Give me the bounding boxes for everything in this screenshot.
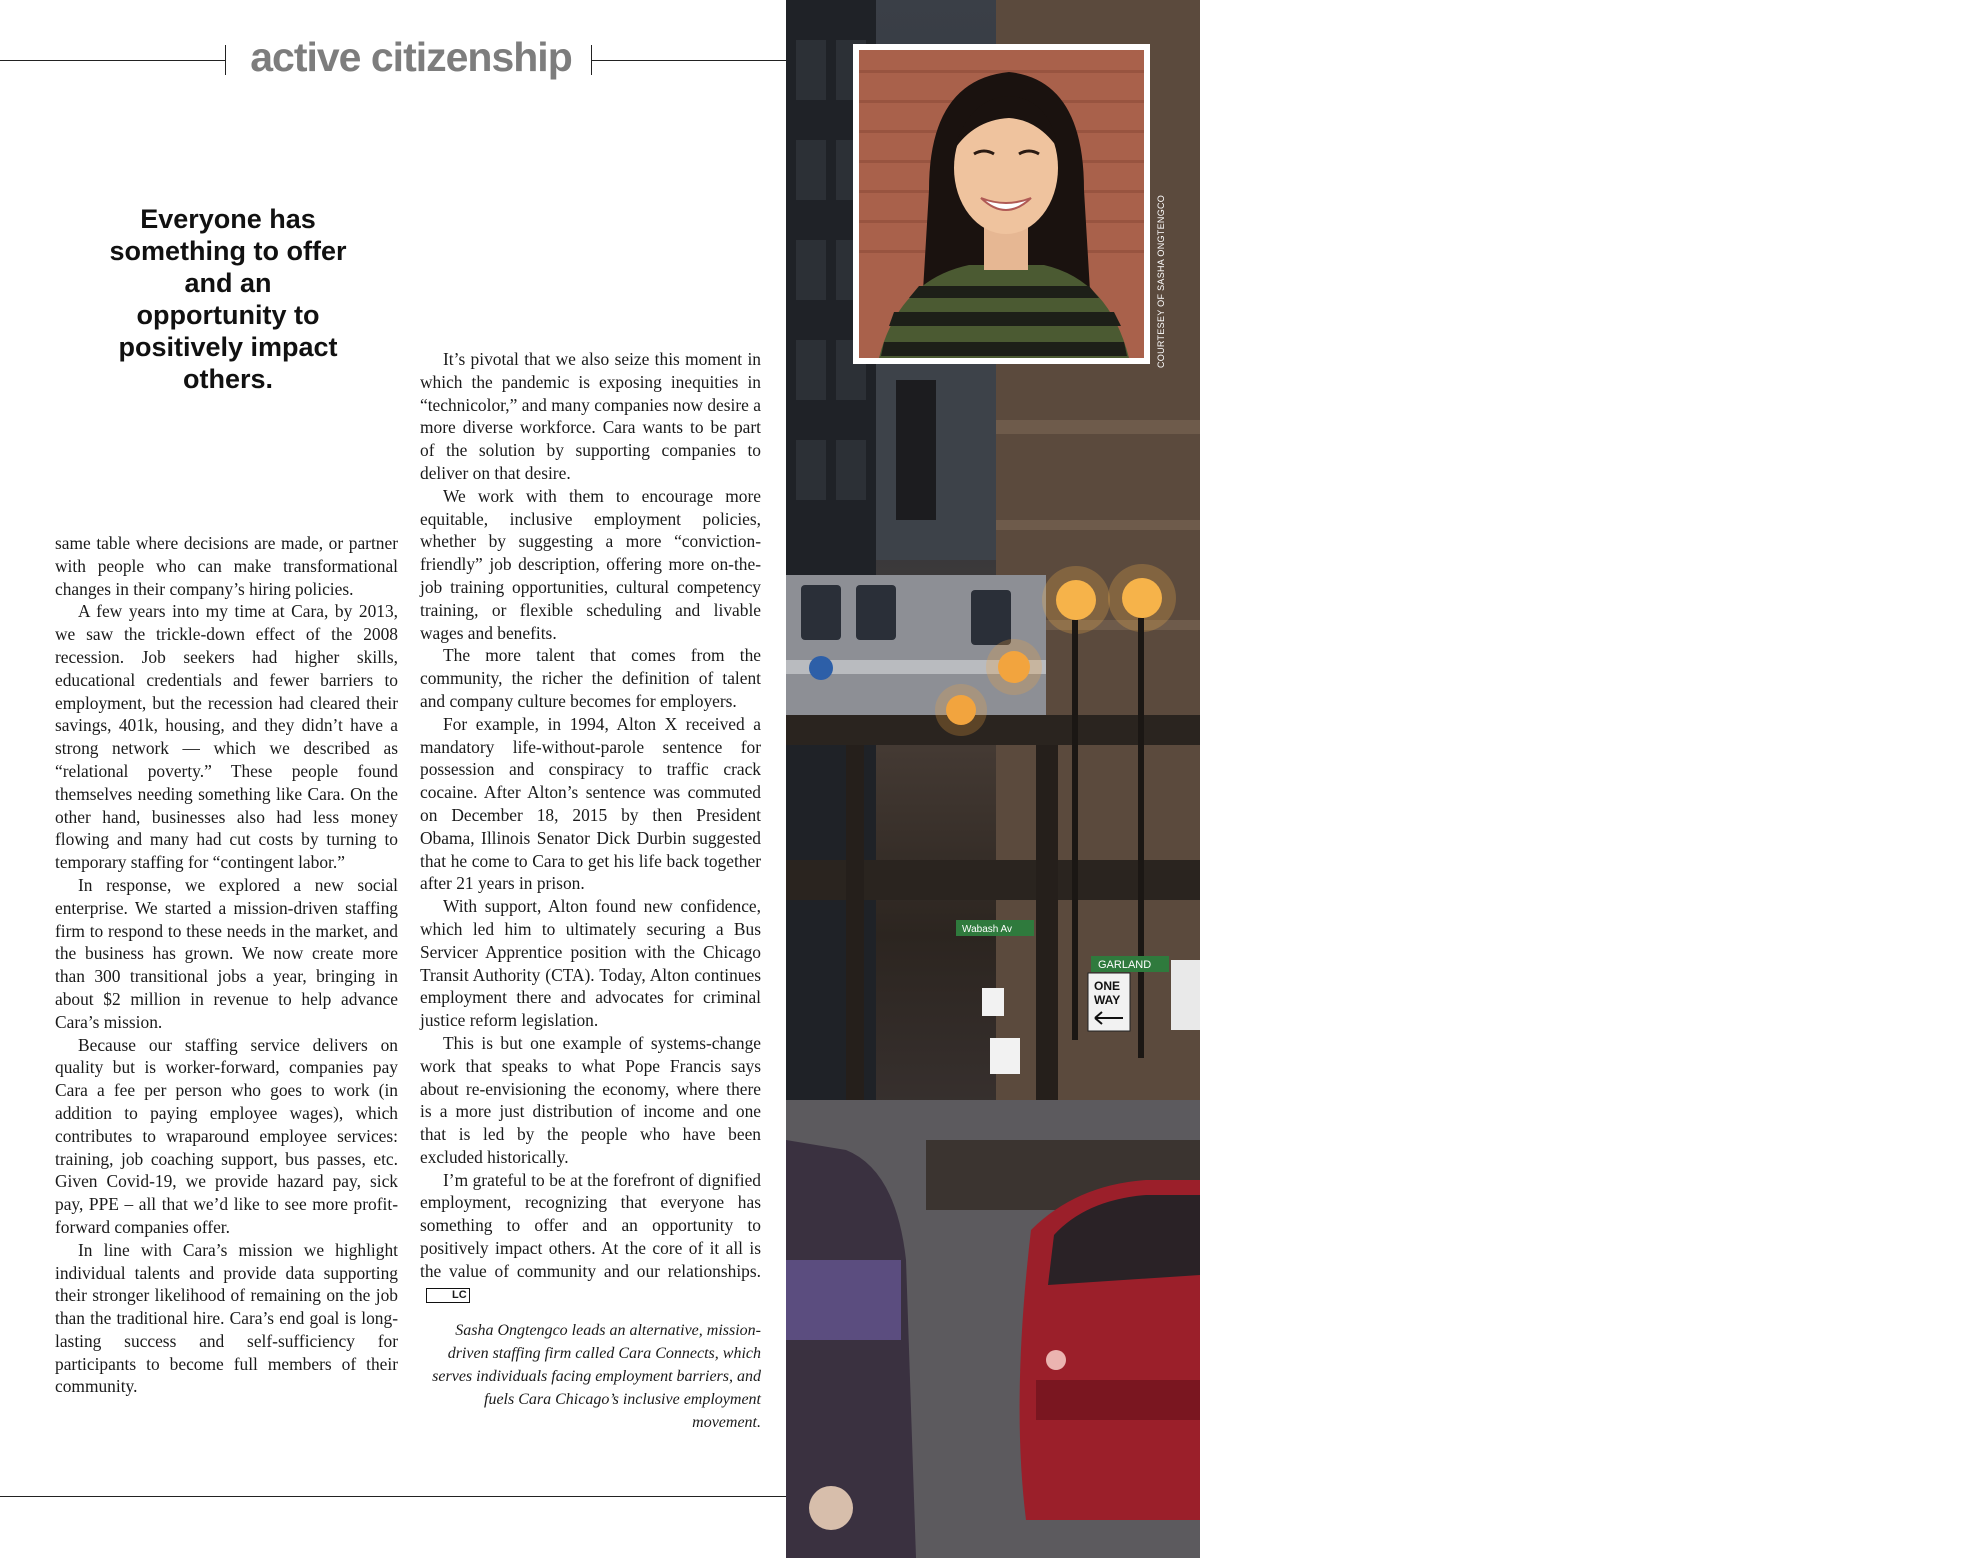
one-way-text-2: WAY — [1094, 993, 1121, 1007]
paragraph: In response, we explored a new social enterprise. We started a mission-driven staffing firm to respond to these needs in the market, and the business has grown. We now create more than 300 transitional jobs a year, bringing in about $2 million in revenue to help advance Cara’s mission. — [55, 874, 398, 1032]
headlight-icon — [1046, 1350, 1066, 1370]
cta-logo-icon — [809, 656, 833, 680]
paragraph: Because our staffing service delivers on quality but is worker-forward, companies pay Cara a fee per person who goes to work (in addition to paying employee wages), which contributes to wraparound employee services: training, job coaching support, bus passes, etc. Given Covid-19, we provide hazard pay, sick pay, PPE – all that we’d like to see more profit-forward companies offer. — [55, 1034, 398, 1237]
portrait-photo-credit: COURTESEY OF SASHA ONGTENGCO — [1156, 194, 1166, 368]
car-right — [1020, 1180, 1200, 1520]
footer-rule — [0, 1496, 786, 1497]
el-column — [1036, 745, 1058, 1145]
paragraph: It’s pivotal that we also seize this moment in which the pandemic is exposing inequities in “technicolor,” and many companies now desire a more diverse workforce. Cara wants to be part of the solution by supporting companies to deliver on that desire. — [420, 349, 761, 483]
city-photo-credit: ANTONIO JANESKI/UNSPLASH.COM — [1961, 1318, 1971, 1482]
paragraph: same table where decisions are made, or partner with people who can make transformational changes in their company’s hiring policies. — [55, 533, 398, 599]
paragraph: The more talent that comes from the community, the richer the definition of talent and company culture becomes for employers. — [420, 645, 761, 711]
paragraph-final-text: I’m grateful to be at the forefront of dignified employment, recognizing that everyone has something to offer and an opportunity to positively impact others. At the core of it all is the value of community and our relationships. — [420, 1169, 761, 1281]
no-parking-sign — [990, 1038, 1020, 1074]
paragraph: With support, Alton found new confidence, which led him to ultimately securing a Bus Servicer Apprentice position with the Chicago Transit Authority (CTA). Today, Alton continues employment there and advocates for criminal justice reform legislation. — [420, 896, 761, 1031]
author-bio: Sasha Ongtengco leads an alternative, mission-driven staffing firm called Cara Connects, which serves individuals facing employment barriers, and fuels Cara Chicago’s inclusive employment movement. — [432, 1322, 761, 1432]
end-mark-icon: LC — [426, 1288, 470, 1303]
garland-sign-text: GARLAND — [1098, 959, 1152, 971]
article-column-left — [55, 532, 398, 1398]
author-portrait — [853, 44, 1150, 364]
el-structure — [786, 715, 1200, 745]
section-label: active citizenship — [250, 34, 572, 80]
paragraph: In line with Cara’s mission we highlight individual talents and provide data supporting their stronger likelihood of remaining on the job than the traditional hire. Cara’s end goal is long-lasting success and self-sufficiency for participants to become full members of their community. — [55, 1239, 398, 1397]
header-rule-right — [591, 60, 786, 61]
wabash-sign-text: Wabash Av — [962, 924, 1013, 935]
paragraph: We work with them to encourage more equitable, inclusive employment policies, whether by suggesting a more “conviction-friendly” job description, offering more on-the-job training opportunities, cultural competency training, or flexible scheduling and livable wages and benefits. — [420, 485, 761, 643]
pull-quote: Everyone has something to offer and an opportunity to positively impact others. — [109, 204, 347, 394]
shirt-stripes — [881, 286, 1127, 356]
traffic-sign — [1171, 960, 1200, 1030]
headlight-icon — [809, 1486, 853, 1530]
portrait-illustration — [859, 50, 1144, 358]
article-column-right — [420, 348, 761, 1434]
one-way-text-1: ONE — [1094, 979, 1121, 993]
paragraph: This is but one example of systems-change work that speaks to what Pope Francis says about re-envisioning the economy, where there is a more just distribution of income and one that is led by the people who have been excluded historically. — [420, 1032, 761, 1167]
paragraph-final — [420, 1169, 761, 1306]
paragraph: For example, in 1994, Alton X received a mandatory life-without-parole sentence for possession and conspiracy to traffic crack cocaine. After Alton’s sentence was commuted on December 18, 2015 by then President Obama, Illinois Senator Dick Durbin suggested that he come to Cara to get his life back together after 21 years in prison. — [420, 713, 761, 894]
header-rule-left — [0, 60, 225, 61]
no-turn-sign — [982, 988, 1004, 1016]
paragraph: A few years into my time at Cara, by 2013, we saw the trickle-down effect of the 2008 recession. Job seekers had higher skills, educational credentials and fewer barriers to employment, but the recession had cleared their savings, 401k, housing, and they didn’t have a strong network — which we described as “relational poverty.” These people found themselves needing something like Cara. On the other hand, businesses also had less money flowing and many had cut costs by turning to temporary staffing for “contingent labor.” — [55, 601, 398, 873]
building-opening — [896, 380, 936, 520]
header-tick-left — [225, 45, 226, 75]
